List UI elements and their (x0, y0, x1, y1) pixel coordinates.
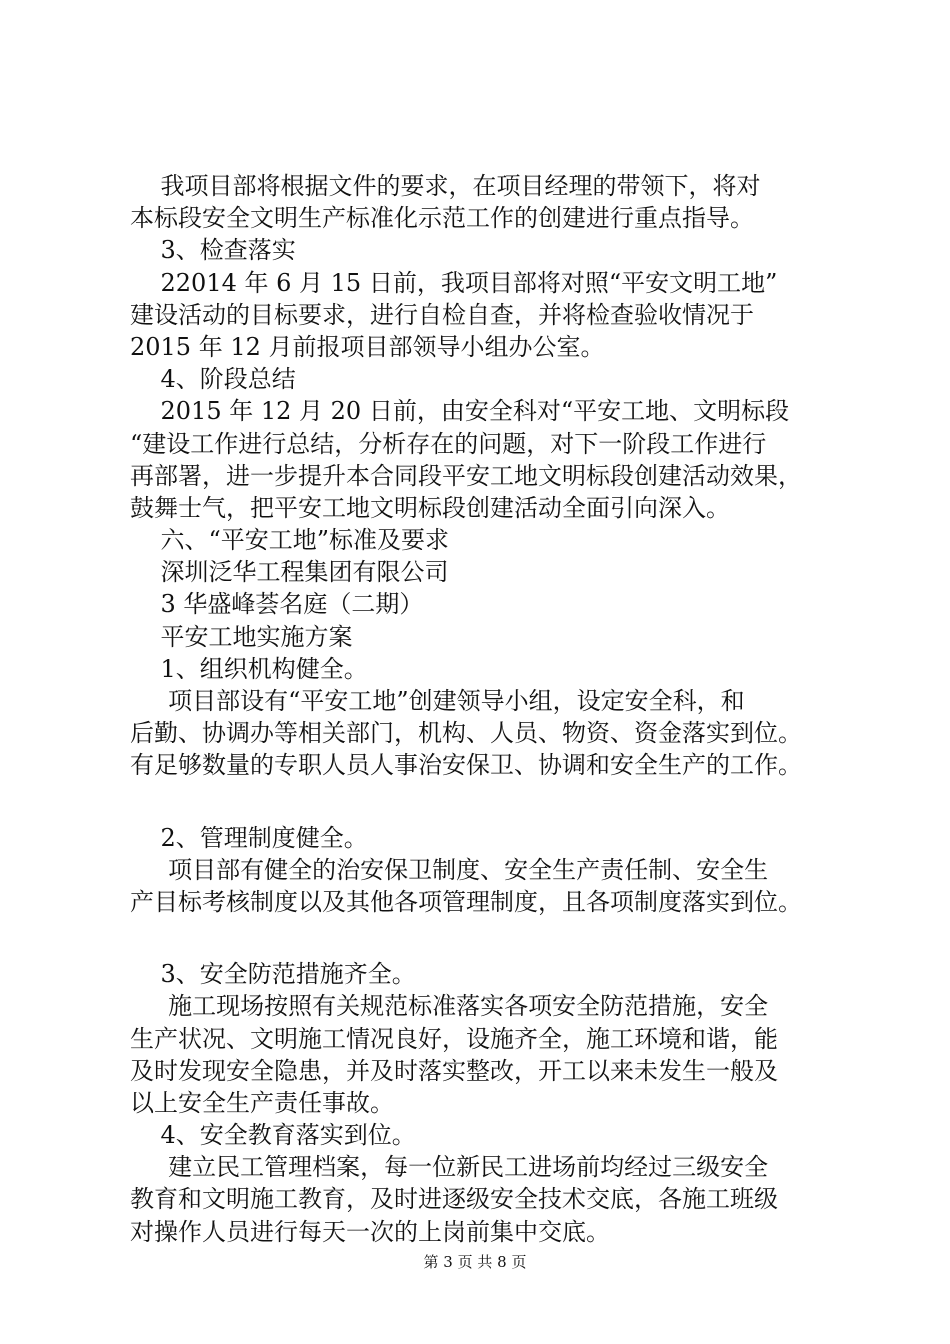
text-line: 项目部有健全的治安保卫制度、安全生产责任制、安全生 (130, 855, 769, 884)
text-line: “建设工作进行总结，分析存在的问题，对下一阶段工作进行 (130, 429, 767, 458)
text-line: 4、阶段总结 (130, 365, 296, 394)
text-line: 对操作人员进行每天一次的上岗前集中交底。 (130, 1217, 610, 1246)
text-line: 3、检查落实 (130, 236, 296, 265)
document-body (130, 170, 850, 1248)
text-line: 2、管理制度健全。 (130, 823, 368, 852)
text-line: 2015 年 12 月前报项目部领导小组办公室。 (130, 332, 605, 361)
text-line: 3 华盛峰荟名庭（二期） (130, 590, 424, 619)
text-line: 生产状况、文明施工情况良好，设施齐全，施工环境和谐，能 (130, 1024, 778, 1053)
text-line: 22014 年 6 月 15 日前，我项目部将对照“平安文明工地” (130, 268, 778, 297)
text-line: 六、“平安工地”标准及要求 (130, 526, 450, 555)
text-line: 鼓舞士气，把平安工地文明标段创建活动全面引向深入。 (130, 493, 730, 522)
text-line: 施工现场按照有关规范标准落实各项安全防范措施，安全 (130, 992, 769, 1021)
text-line: 教育和文明施工教育，及时进逐级安全技术交底，各施工班级 (130, 1185, 778, 1214)
text-line: 有足够数量的专职人员人事治安保卫、协调和安全生产的工作。 (130, 751, 802, 780)
text-line: 平安工地实施方案 (130, 622, 353, 651)
text-line: 建立民工管理档案，每一位新民工进场前均经过三级安全 (130, 1153, 769, 1182)
paragraph-gap (130, 918, 850, 958)
text-line: 2015 年 12 月 20 日前，由安全科对“平安工地、文明标段 (130, 397, 790, 426)
text-line: 4、安全教育落实到位。 (130, 1121, 416, 1150)
text-line: 以上安全生产责任事故。 (130, 1088, 394, 1117)
text-line: 3、安全防范措施齐全。 (130, 960, 416, 989)
paragraph-gap (130, 782, 850, 822)
text-line: 建设活动的目标要求，进行自检自查，并将检查验收情况于 (130, 300, 754, 329)
text-line: 产目标考核制度以及其他各项管理制度，且各项制度落实到位。 (130, 887, 802, 916)
page-footer: 第 3 页 共 8 页 (423, 1253, 527, 1271)
text-line: 深圳泛华工程集团有限公司 (130, 558, 449, 587)
text-line: 本标段安全文明生产标准化示范工作的创建进行重点指导。 (130, 204, 754, 233)
text-line: 1、组织机构健全。 (130, 654, 368, 683)
text-line: 项目部设有“平安工地”创建领导小组，设定安全科，和 (130, 687, 745, 715)
text-line: 及时发现安全隐患，并及时落实整改，开工以来未发生一般及 (130, 1056, 778, 1085)
text-line: 我项目部将根据文件的要求，在项目经理的带领下，将对 (130, 172, 761, 200)
text-line: 再部署，进一步提升本合同段平安工地文明标段创建活动效果， (130, 461, 802, 490)
text-line: 后勤、协调办等相关部门，机构、人员、物资、资金落实到位。 (130, 719, 802, 748)
